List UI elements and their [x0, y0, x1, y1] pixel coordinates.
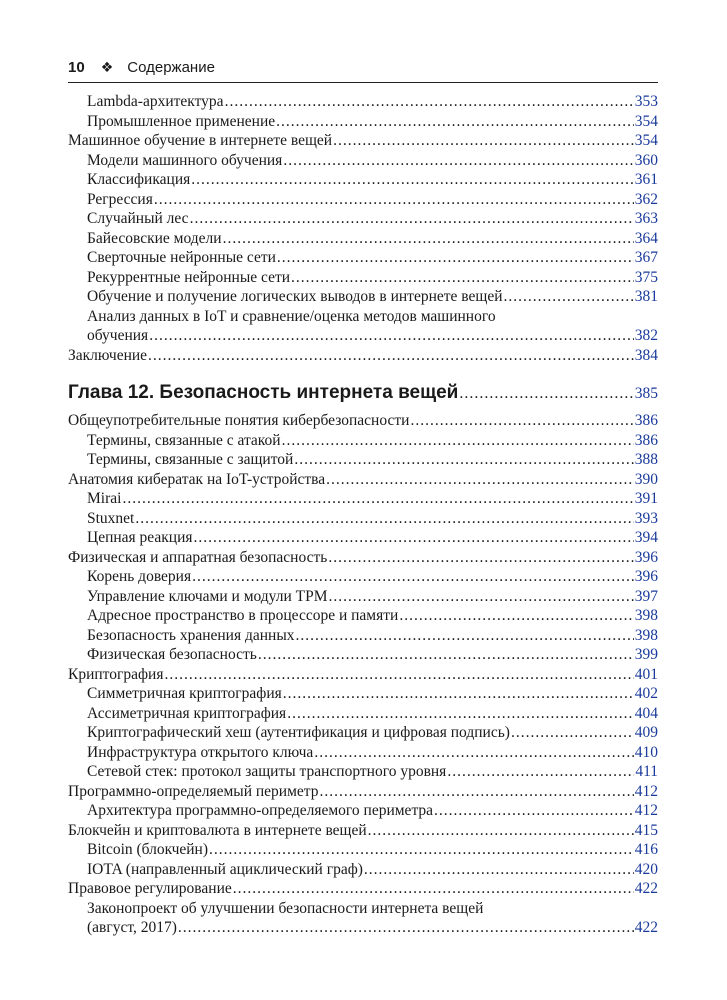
toc-entry-title: Физическая безопасность — [87, 646, 257, 663]
toc-entry-title: Общеупотребительные понятия кибербезопасности — [68, 412, 410, 429]
toc-entry[interactable] — [68, 346, 658, 366]
toc-page-link[interactable]: 402 — [634, 685, 658, 702]
toc-entry-title: Корень доверия — [87, 568, 192, 585]
toc-entry[interactable] — [68, 229, 658, 249]
toc-entry[interactable] — [68, 489, 658, 509]
toc-page-link[interactable]: 412 — [634, 782, 658, 800]
chapter-title: Глава 12. Безопасность интернета вещей — [68, 382, 459, 403]
header-title: Содержание — [127, 58, 215, 76]
leader-dots — [291, 268, 634, 288]
toc-entry[interactable] — [68, 528, 658, 548]
toc-entry-title: Регрессия — [87, 190, 153, 208]
toc-entry[interactable] — [68, 665, 658, 685]
toc-entry[interactable] — [68, 684, 658, 704]
toc-entry[interactable] — [68, 268, 658, 288]
toc-entry-title: Адресное пространство в процессоре и памяти — [87, 607, 399, 624]
toc-entry-title: Правовое регулирование — [68, 880, 232, 897]
toc-entry[interactable] — [68, 840, 658, 860]
toc-page-link[interactable]: 384 — [634, 346, 658, 364]
toc-page-link[interactable]: 391 — [634, 490, 658, 507]
toc-entry-title: Термины, связанные с защитой — [87, 451, 294, 468]
toc-page-link[interactable]: 367 — [634, 249, 658, 266]
toc-entry-title: Физическая и аппаратная безопасность — [68, 548, 328, 566]
toc-entry-title: Криптографический хеш (аутентификация и цифровая подпись) — [87, 724, 510, 741]
toc-entry-title: Классификация — [87, 171, 191, 188]
leader-dots — [329, 587, 634, 607]
toc-entry[interactable] — [68, 470, 658, 490]
leader-dots — [276, 112, 634, 132]
toc-page-link[interactable]: 362 — [634, 190, 658, 208]
leader-dots — [320, 782, 634, 802]
toc-page-link[interactable]: 409 — [634, 724, 658, 741]
toc-page-link[interactable]: 411 — [635, 763, 658, 780]
toc-entry[interactable] — [68, 411, 658, 431]
toc-page-link[interactable]: 396 — [634, 548, 658, 566]
leader-dots — [135, 509, 633, 529]
toc-entry-title: Байесовские модели — [87, 229, 222, 247]
toc-page-link[interactable]: 393 — [634, 509, 658, 527]
leader-dots — [277, 248, 634, 268]
toc-entry[interactable] — [68, 626, 658, 646]
toc-entry-title: Цепная реакция — [87, 529, 193, 546]
leader-dots — [233, 879, 634, 899]
toc-page-link[interactable]: 399 — [634, 646, 658, 663]
toc-entry-title: Ассиметричная криптография — [87, 704, 287, 722]
leader-dots — [368, 821, 634, 841]
toc-entry[interactable] — [68, 170, 658, 190]
toc-entry-title: Безопасность хранения данных — [87, 626, 295, 644]
toc-page-link[interactable]: 394 — [634, 529, 658, 546]
toc-entry-title: Управление ключами и модули TPM — [87, 587, 328, 605]
leader-dots — [399, 606, 633, 626]
toc-entry-title: Криптография — [68, 665, 164, 683]
toc-entry[interactable] — [68, 723, 658, 743]
chapter-heading[interactable] — [68, 381, 658, 405]
toc-entry[interactable] — [68, 190, 658, 210]
leader-dots — [223, 229, 634, 249]
toc-entry[interactable] — [68, 782, 658, 802]
leader-dots — [194, 528, 634, 548]
toc-entry-title: Блокчейн и криптовалюта в интернете вещей — [68, 821, 367, 839]
toc-page-link[interactable]: 360 — [634, 151, 658, 169]
leader-dots — [504, 287, 634, 307]
toc-page-link[interactable]: 412 — [634, 802, 658, 819]
toc-page-link[interactable]: 381 — [634, 288, 658, 305]
leader-dots — [294, 450, 633, 470]
toc-entry[interactable] — [68, 450, 658, 470]
leader-dots — [333, 131, 634, 151]
table-of-contents — [68, 92, 658, 938]
toc-entry[interactable] — [68, 801, 658, 821]
toc-entry[interactable] — [68, 918, 658, 938]
toc-page-link[interactable]: 415 — [634, 821, 658, 839]
toc-entry[interactable] — [68, 821, 658, 841]
leader-dots — [410, 411, 633, 431]
toc-page-link[interactable]: 354 — [634, 112, 658, 130]
leader-dots — [190, 209, 634, 229]
toc-page-link[interactable]: 386 — [634, 412, 658, 429]
toc-entry[interactable] — [68, 743, 658, 763]
leader-dots — [283, 684, 634, 704]
toc-entry[interactable] — [68, 645, 658, 665]
toc-entry-title: IOTA (направленный ациклический граф) — [87, 860, 363, 878]
toc-entry[interactable] — [68, 287, 658, 307]
toc-entry[interactable] — [68, 326, 658, 346]
toc-entry[interactable] — [68, 112, 658, 132]
toc-page-link[interactable]: 398 — [634, 626, 658, 644]
leader-dots — [149, 326, 634, 346]
toc-entry-title: Заключение — [68, 346, 148, 364]
toc-entry-title: Сетевой стек: протокол защиты транспортного уровня — [87, 763, 447, 780]
leader-dots — [328, 548, 633, 568]
leader-dots — [148, 346, 634, 366]
toc-entry-title: (август, 2017) — [87, 919, 177, 936]
leader-dots — [314, 743, 633, 763]
toc-entry[interactable] — [68, 606, 658, 626]
toc-entry[interactable] — [68, 879, 658, 899]
toc-page-link[interactable]: 382 — [634, 327, 658, 344]
leader-dots — [434, 801, 634, 821]
toc-page-link[interactable]: 396 — [634, 568, 658, 585]
leader-dots — [178, 918, 634, 938]
leader-dots — [364, 860, 634, 880]
toc-entry[interactable] — [68, 762, 658, 782]
toc-page-link[interactable]: 385 — [634, 385, 658, 402]
leader-dots — [296, 626, 634, 646]
toc-entry-title: Mirai — [87, 490, 122, 507]
toc-entry-title: Stuxnet — [87, 509, 135, 527]
toc-entry-title: Промышленное применение — [87, 112, 276, 130]
toc-page-link[interactable]: 398 — [634, 607, 658, 624]
toc-entry-title: Модели машинного обучения — [87, 151, 283, 169]
toc-page-link[interactable]: 390 — [634, 470, 658, 488]
toc-page-link[interactable]: 386 — [634, 431, 658, 449]
toc-entry[interactable] — [68, 509, 658, 529]
leader-dots — [154, 190, 634, 210]
leader-dots — [282, 431, 634, 451]
toc-entry-title: Термины, связанные с атакой — [87, 431, 281, 449]
toc-entry[interactable] — [68, 131, 658, 151]
toc-page-link[interactable]: 404 — [634, 704, 658, 722]
leader-dots — [164, 665, 633, 685]
toc-page-link[interactable]: 416 — [634, 841, 658, 858]
toc-page-link[interactable]: 363 — [634, 210, 658, 227]
toc-entry-title: Обучение и получение логических выводов в интернете вещей — [87, 288, 503, 305]
leader-dots — [326, 470, 634, 490]
leader-dots — [192, 567, 634, 587]
toc-entry-title: Случайный лес — [87, 210, 189, 227]
leader-dots — [209, 840, 634, 860]
toc-entry-title: Симметричная криптография — [87, 685, 282, 702]
toc-entry[interactable] — [68, 92, 658, 112]
leader-dots — [459, 382, 633, 406]
leader-dots — [191, 170, 634, 190]
toc-page-link[interactable]: 388 — [634, 451, 658, 468]
toc-entry[interactable] — [68, 548, 658, 568]
leader-dots — [447, 762, 634, 782]
toc-entry[interactable] — [68, 431, 658, 451]
ornament-icon: ❖ — [100, 58, 114, 75]
toc-entry[interactable] — [68, 860, 658, 880]
leader-dots — [287, 704, 634, 724]
header-rule — [68, 82, 658, 83]
toc-entry[interactable] — [68, 587, 658, 607]
toc-entry-title: Архитектура программно-определяемого периметра — [87, 802, 434, 819]
toc-entry-title: Программно-определяемый периметр — [68, 782, 319, 800]
toc-entry-title: Машинное обучение в интернете вещей — [68, 132, 333, 149]
leader-dots — [122, 489, 633, 509]
toc-entry-title: Рекуррентные нейронные сети — [87, 268, 291, 286]
page-number: 10 — [68, 58, 85, 76]
toc-page-link[interactable]: 353 — [634, 93, 658, 110]
toc-entry-title: Bitcoin (блокчейн) — [87, 841, 209, 858]
toc-page-link[interactable]: 361 — [634, 171, 658, 188]
toc-page-link[interactable]: 422 — [634, 919, 658, 936]
toc-page-link[interactable]: 420 — [634, 860, 658, 878]
leader-dots — [225, 92, 634, 112]
toc-entry[interactable] — [68, 209, 658, 229]
toc-entry[interactable] — [68, 704, 658, 724]
toc-entry-title: обучения — [87, 327, 149, 344]
toc-entry-title: Сверточные нейронные сети — [87, 249, 276, 266]
toc-page-link[interactable]: 364 — [634, 229, 658, 247]
leader-dots — [511, 723, 634, 743]
toc-page-link[interactable]: 354 — [634, 132, 658, 149]
toc-entry-title: Инфраструктура открытого ключа — [87, 743, 314, 761]
toc-page-link[interactable]: 422 — [634, 880, 658, 897]
toc-entry-title: Анатомия кибератак на IoT-устройства — [68, 470, 326, 488]
toc-entry-wrapped-first-line: Анализ данных в IoT и сравнение/оценка методов машинного — [87, 307, 496, 325]
running-header — [68, 56, 658, 78]
toc-entry-title: Lambda-архитектура — [87, 93, 224, 110]
toc-page-link[interactable]: 401 — [634, 665, 658, 683]
leader-dots — [258, 645, 634, 665]
toc-entry-wrapped-first-line: Законопроект об улучшении безопасности интернета вещей — [87, 899, 484, 917]
toc-entry[interactable] — [68, 567, 658, 587]
toc-entry[interactable] — [68, 248, 658, 268]
toc-page-link[interactable]: 397 — [634, 587, 658, 605]
leader-dots — [283, 151, 633, 171]
toc-page-link[interactable]: 375 — [634, 268, 658, 286]
toc-page-link[interactable]: 410 — [634, 743, 658, 761]
toc-entry[interactable] — [68, 151, 658, 171]
